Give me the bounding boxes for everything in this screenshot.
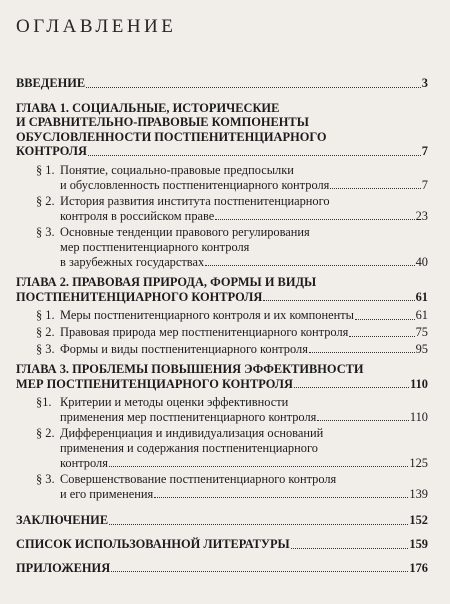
dot-leader <box>88 155 421 156</box>
section-title-line: мер постпенитенциарного контроля <box>60 239 250 254</box>
section-title-line: и обусловленность постпенитенциарного контроля <box>60 177 330 192</box>
section-number: § 3. <box>36 341 55 356</box>
page-number: 176 <box>409 560 428 575</box>
section-title-line: Формы и виды постпенитенциарного контроля <box>60 341 308 356</box>
section-title-line: Совершенствование постпенитенциарного контроля <box>60 472 337 487</box>
section-title-line: Меры постпенитенциарного контроля и их компоненты <box>60 308 354 323</box>
page-title: ОГЛАВЛЕНИЕ <box>16 16 177 37</box>
toc-entry-conclusion[interactable] <box>16 513 428 528</box>
section-title-line: в зарубежных государствах <box>60 254 205 269</box>
dot-leader <box>215 219 414 220</box>
chapter-title-line: ПОСТПЕНИТЕНЦИАРНОГО КОНТРОЛЯ <box>16 289 263 304</box>
toc-section-3-2[interactable] <box>16 426 428 470</box>
dot-leader <box>317 420 409 421</box>
toc-section-1-3[interactable] <box>16 225 428 269</box>
section-title-line: Правовая природа мер постпенитенциарного контроля <box>60 324 349 339</box>
chapter-title-line: И СРАВНИТЕЛЬНО-ПРАВОВЫЕ КОМПОНЕНТЫ <box>16 115 309 130</box>
page-number: 61 <box>415 289 428 304</box>
toc-chapter-3[interactable] <box>16 362 428 391</box>
section-number: § 1. <box>36 162 55 177</box>
section-number: § 2. <box>36 426 55 441</box>
section-title-line: контроля в российском праве <box>60 208 215 223</box>
section-number: § 2. <box>36 324 55 339</box>
page-number: 7 <box>421 144 428 159</box>
chapter-title-line: КОНТРОЛЯ <box>16 144 87 159</box>
section-title-line: контроля <box>60 455 108 470</box>
section-title-line: применения мер постпенитенциарного контроля <box>60 409 317 424</box>
section-title-line: Дифференциация и индивидуализация оснований <box>60 426 324 441</box>
dot-leader <box>291 548 409 549</box>
section-title-line: Понятие, социально-правовые предпосылки <box>60 162 294 177</box>
dot-leader <box>205 265 414 266</box>
dot-leader <box>309 352 415 353</box>
page-number: 7 <box>421 177 428 192</box>
entry-title: ПРИЛОЖЕНИЯ <box>16 560 111 575</box>
section-title-line: Критерии и методы оценки эффективности <box>60 395 289 410</box>
toc-entry-literature[interactable] <box>16 537 428 552</box>
page-number: 159 <box>409 537 428 552</box>
toc-entry-introduction[interactable] <box>16 76 428 91</box>
entry-title: ЗАКЛЮЧЕНИЕ <box>16 513 109 528</box>
section-number: § 3. <box>36 472 55 487</box>
section-title-line: применения и содержания постпенитенциарного <box>60 441 318 456</box>
dot-leader <box>86 87 421 88</box>
toc-section-2-3[interactable] <box>16 342 428 357</box>
dot-leader <box>330 188 420 189</box>
toc-chapter-1[interactable] <box>16 101 428 159</box>
dot-leader <box>109 524 408 525</box>
chapter-title-line: ОБУСЛОВЛЕННОСТИ ПОСТПЕНИТЕНЦИАРНОГО <box>16 129 327 144</box>
dot-leader <box>263 300 414 301</box>
page-number: 110 <box>410 376 428 391</box>
dot-leader <box>349 336 414 337</box>
chapter-title-line: ГЛАВА 3. ПРОБЛЕМЫ ПОВЫШЕНИЯ ЭФФЕКТИВНОСТИ <box>16 362 364 377</box>
page-number: 23 <box>415 208 428 223</box>
section-title-line: и его применения <box>60 486 154 501</box>
section-title-line: Основные тенденции правового регулирования <box>60 225 310 240</box>
page-number: 95 <box>415 341 428 356</box>
entry-title: ВВЕДЕНИЕ <box>16 76 86 90</box>
section-number: §1. <box>36 395 52 410</box>
page-number: 40 <box>415 254 428 269</box>
dot-leader <box>154 497 408 498</box>
chapter-title-line: ГЛАВА 2. ПРАВОВАЯ ПРИРОДА, ФОРМЫ И ВИДЫ <box>16 275 317 290</box>
section-title-line: История развития института постпенитенциарного <box>60 194 330 209</box>
dot-leader <box>355 319 415 320</box>
table-of-contents <box>16 76 428 575</box>
dot-leader <box>294 387 409 388</box>
toc-entry-appendix[interactable] <box>16 561 428 576</box>
entry-title: СПИСОК ИСПОЛЬЗОВАННОЙ ЛИТЕРАТУРЫ <box>16 537 290 552</box>
toc-section-2-1[interactable] <box>16 308 428 323</box>
toc-section-1-1[interactable] <box>16 163 428 192</box>
section-number: § 2. <box>36 194 55 209</box>
toc-section-2-2[interactable] <box>16 325 428 340</box>
page-number: 3 <box>421 76 428 90</box>
dot-leader <box>109 466 409 467</box>
page-number: 152 <box>409 513 428 528</box>
page-number: 125 <box>409 455 428 470</box>
page-number: 110 <box>409 409 428 424</box>
page-number: 61 <box>415 308 428 323</box>
toc-chapter-2[interactable] <box>16 275 428 304</box>
chapter-title-line: ГЛАВА 1. СОЦИАЛЬНЫЕ, ИСТОРИЧЕСКИЕ <box>16 100 280 115</box>
page-number: 75 <box>415 324 428 339</box>
section-number: § 1. <box>36 308 55 323</box>
page-number: 139 <box>409 486 428 501</box>
toc-section-3-3[interactable] <box>16 472 428 501</box>
toc-section-1-2[interactable] <box>16 194 428 223</box>
section-number: § 3. <box>36 225 55 240</box>
chapter-title-line: МЕР ПОСТПЕНИТЕНЦИАРНОГО КОНТРОЛЯ <box>16 376 293 391</box>
toc-section-3-1[interactable] <box>16 395 428 424</box>
dot-leader <box>111 571 408 572</box>
